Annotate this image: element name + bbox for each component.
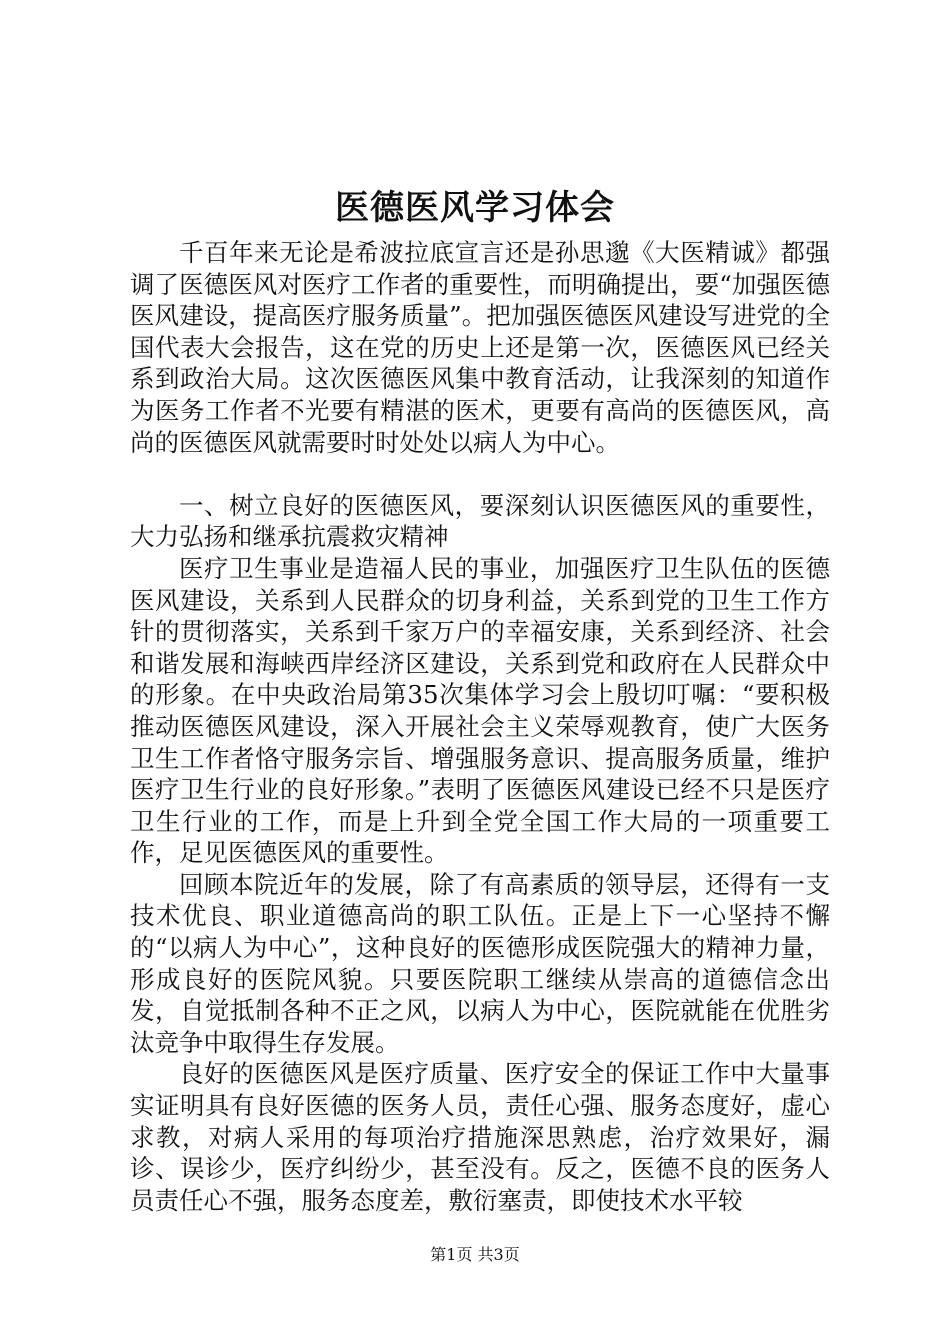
paragraph-quality-safety: 良好的医德医风是医疗质量、医疗安全的保证工作中大量事实证明具有良好医德的医务人员，责任心强、服务态度好，虚心求教，对病人采用的每项治疗措施深思熟虑，治疗效果好，漏诊、误诊少，医疗纠纷少，甚至没有。反之，医德不良的医务人员责任心不强，服务态度差，敷衍塞责，即使技术水平较: [130, 1059, 830, 1215]
document-title: 医德医风学习体会: [335, 188, 615, 228]
paragraph-hospital-review: 回顾本院近年的发展，除了有高素质的领导层，还得有一支技术优良、职业道德高尚的职工队伍。正是上下一心坚持不懈的“以病人为中心”，这种良好的医德形成医院强大的精神力量，形成良好的医院风貌。只要医院职工继续从崇高的道德信念出发，自觉抵制各种不正之风，以病人为中心，医院就能在优胜劣汰竞争中取得生存发展。: [130, 869, 830, 1057]
paragraph-intro: 千百年来无论是希波拉底宣言还是孙思邈《大医精诚》都强调了医德医风对医疗工作者的重要性，而明确提出，要“加强医德医风建设，提高医疗服务质量”。把加强医德医风建设写进党的全国代表大会报告，这在党的历史上还是第一次，医德医风已经关系到政治大局。这次医德医风集中教育活动，让我深刻的知道作为医务工作者不光要有精湛的医术，更要有高尚的医德医风，高尚的医德医风就需要时时处处以病人为中心。: [130, 238, 830, 457]
page-number-footer: 第1页 共3页: [430, 1245, 520, 1264]
section-heading-1: 一、树立良好的医德医风，要深刻认识医德医风的重要性，大力弘扬和继承抗震救灾精神: [130, 490, 830, 552]
paragraph-importance: 医疗卫生事业是造福人民的事业，加强医疗卫生队伍的医德医风建设，关系到人民群众的切身利益，关系到党的卫生工作方针的贯彻落实，关系到千家万户的幸福安康，关系到经济、社会和谐发展和海峡西岸经济区建设，关系到党和政府在人民群众中的形象。在中央政治局第35次集体学习会上殷切叮嘱：“要积极推动医德医风建设，深入开展社会主义荣辱观教育，使广大医务卫生工作者恪守服务宗旨、增强服务意识、提高服务质量，维护医疗卫生行业的良好形象。”表明了医德医风建设已经不只是医疗卫生行业的工作，而是上升到全党全国工作大局的一项重要工作，足见医德医风的重要性。: [130, 553, 830, 868]
document-body: [130, 237, 830, 1216]
